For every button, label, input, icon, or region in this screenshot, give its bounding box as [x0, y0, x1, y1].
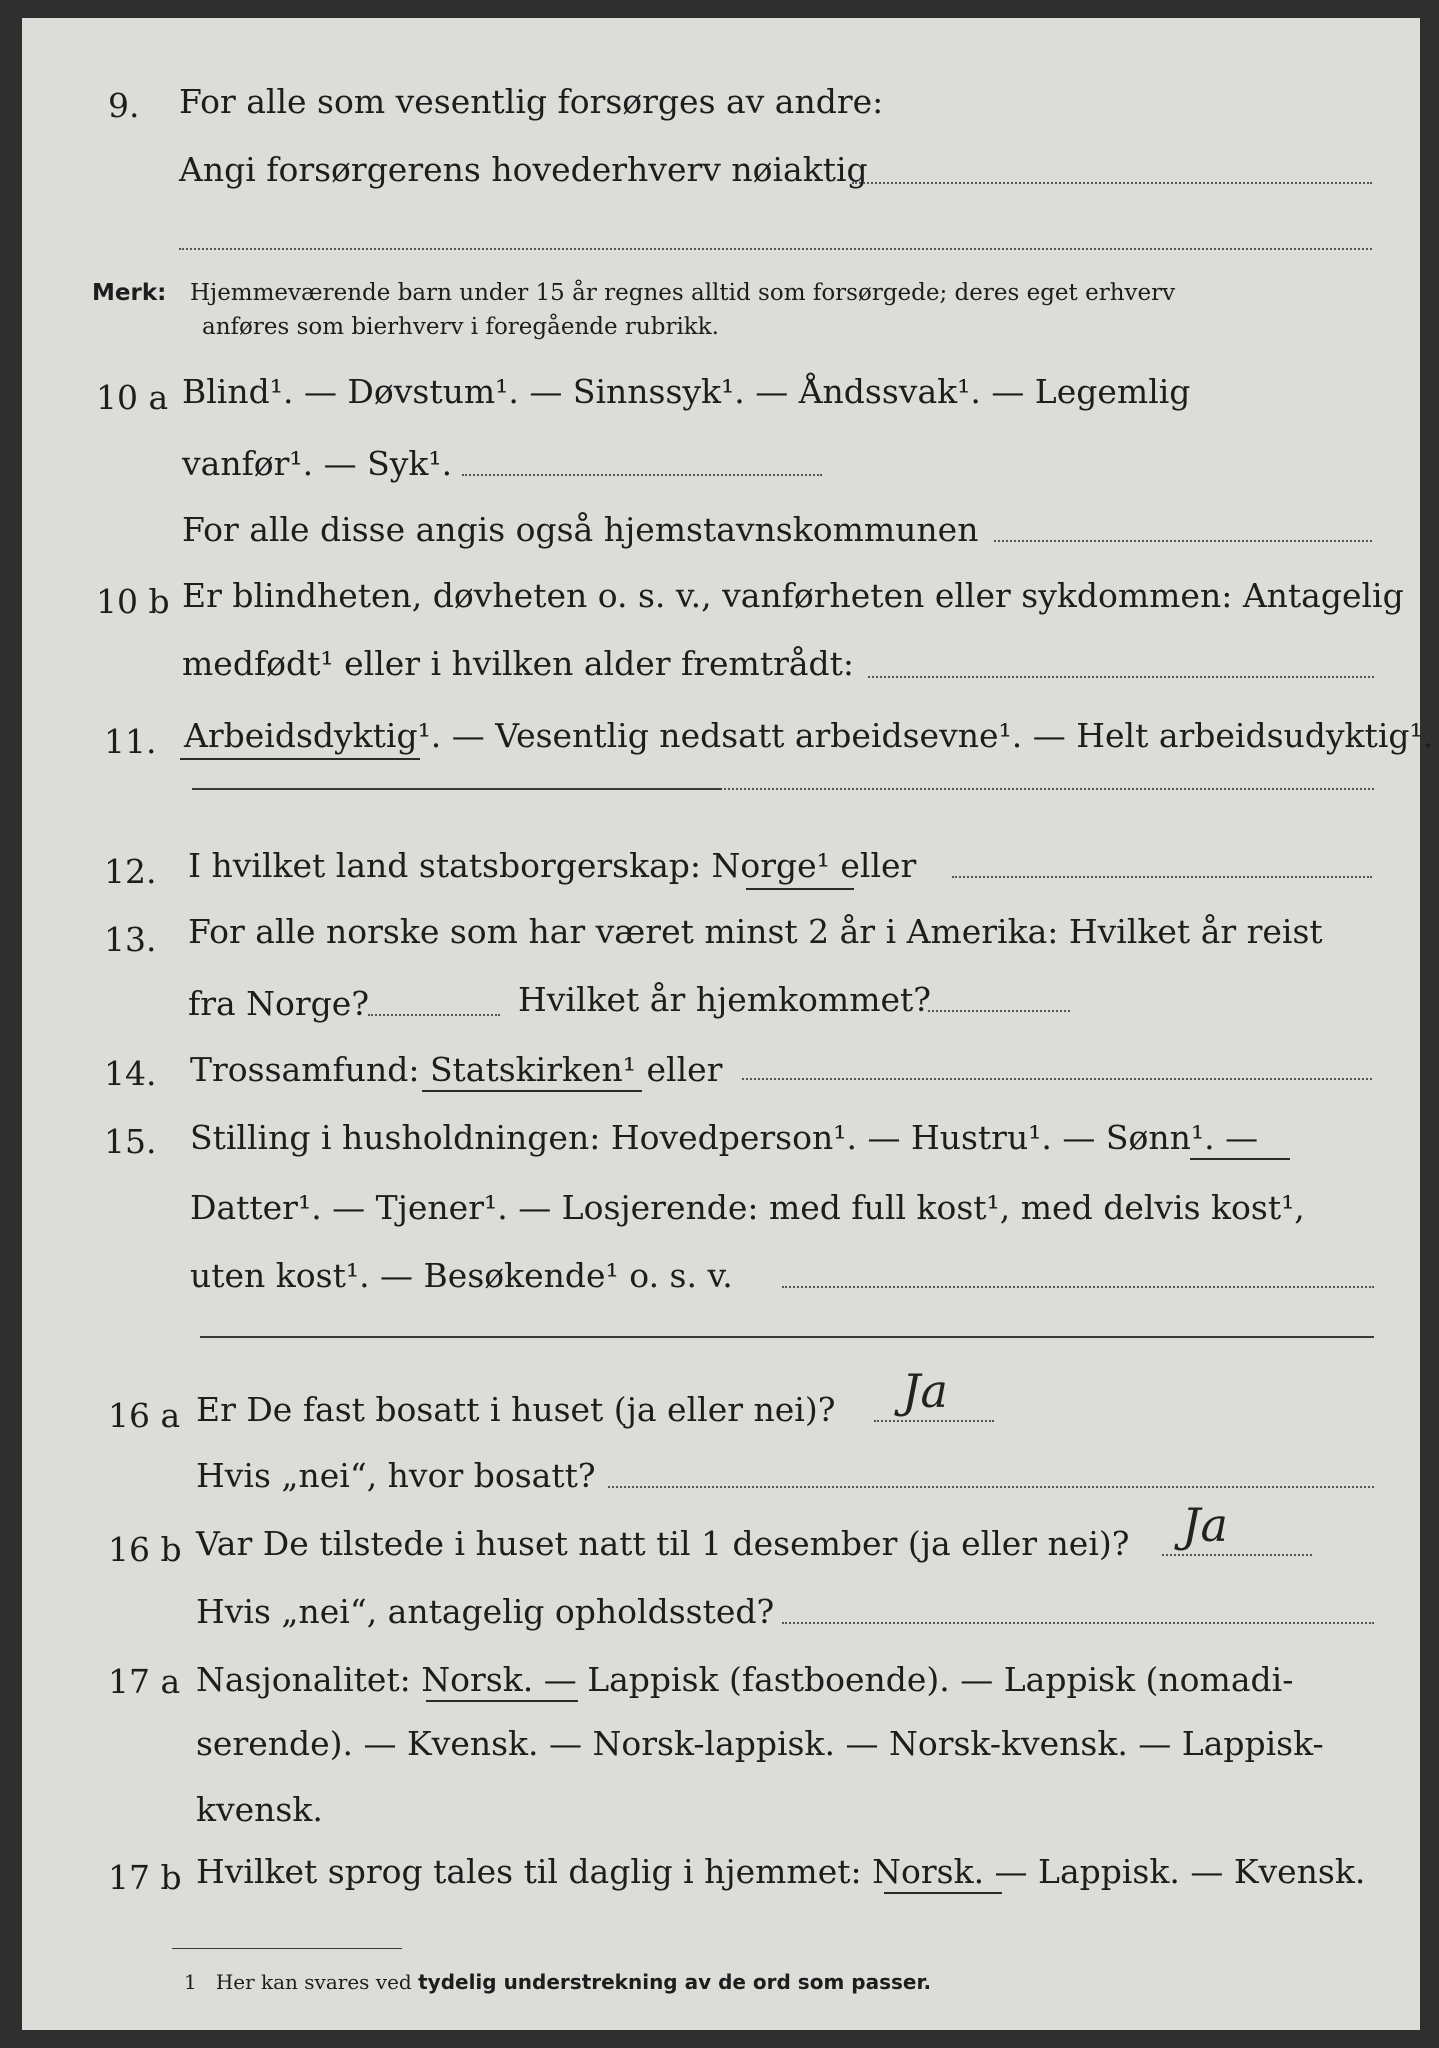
q14-line1: Trossamfund: Statskirken¹ eller — [190, 1050, 723, 1089]
merk-line1: Hjemmeværende barn under 15 år regnes alltid som forsørgede; deres eget erhverv — [190, 280, 1176, 306]
q13-number: 13. — [104, 920, 157, 959]
q15-number: 15. — [104, 1122, 157, 1161]
q10b-number: 10 b — [96, 582, 170, 621]
q14-underline-statskirken — [422, 1090, 642, 1092]
q11-number: 11. — [104, 722, 157, 761]
merk-line2: anføres som bierhverv i foregående rubrikk. — [202, 314, 719, 340]
q12-answer-line[interactable] — [952, 876, 1372, 878]
footnote-bold-text: tydelig understrekning av de ord som passer. — [418, 1970, 932, 1994]
q16a-bosatt-line[interactable] — [608, 1486, 1374, 1488]
q15-line2: Datter¹. — Tjener¹. — Losjerende: med full kost¹, med delvis kost¹, — [190, 1188, 1305, 1227]
q10a-line1: Blind¹. — Døvstum¹. — Sinnssyk¹. — Åndssvak¹. — Legemlig — [182, 372, 1191, 411]
q10a-answer-line[interactable] — [462, 474, 822, 476]
merk-note — [92, 276, 166, 310]
q10a-line2: vanfør¹. — Syk¹. — [182, 444, 453, 483]
q9-line1: For alle som vesentlig forsørges av andre: — [179, 82, 884, 121]
q15-answer-rule[interactable] — [200, 1336, 1374, 1338]
q17a-line3: kvensk. — [196, 1790, 323, 1829]
q17a-underline-norsk — [426, 1700, 578, 1702]
q10a-number: 10 a — [96, 378, 169, 417]
q9-answer-line-2[interactable] — [179, 248, 1372, 250]
q10b-line2: medfødt¹ eller i hvilken alder fremtrådt: — [182, 644, 855, 683]
footnote-separator — [172, 1948, 402, 1949]
q13-hjemkommet-line[interactable] — [928, 1010, 1070, 1012]
q16a-line2: Hvis „nei“, hvor bosatt? — [196, 1456, 596, 1495]
q16b-answer-line[interactable] — [1162, 1554, 1312, 1556]
q13-line1: For alle norske som har været minst 2 år i Amerika: Hvilket år reist — [188, 912, 1323, 951]
q13-line2b: Hvilket år hjemkommet? — [518, 980, 931, 1019]
q13-line2a: fra Norge? — [188, 984, 370, 1023]
q16a-number: 16 a — [108, 1396, 181, 1435]
q16b-number: 16 b — [108, 1530, 182, 1569]
q9-answer-line[interactable] — [852, 182, 1372, 184]
footnote — [184, 1968, 931, 1996]
q12-line1: I hvilket land statsborgerskap: Norge¹ eller — [188, 846, 917, 885]
q17b-number: 17 b — [108, 1858, 182, 1897]
q10a-line3: For alle disse angis også hjemstavnskommunen — [182, 510, 979, 549]
q17a-number: 17 a — [108, 1662, 181, 1701]
q16b-line2: Hvis „nei“, antagelig opholdssted? — [196, 1592, 775, 1631]
q10b-line1: Er blindheten, døvheten o. s. v., vanførheten eller sykdommen: Antagelig — [182, 576, 1404, 615]
q11-answer-line[interactable] — [724, 788, 1374, 790]
q17b-underline-norsk — [884, 1892, 1002, 1894]
q13-reist-line[interactable] — [368, 1014, 500, 1016]
q16a-answer-line[interactable] — [874, 1420, 994, 1422]
q15-line1: Stilling i husholdningen: Hovedperson¹. — Hustru¹. — Sønn¹. — — [190, 1118, 1259, 1157]
q17b-line1: Hvilket sprog tales til daglig i hjemmet: Norsk. — Lappisk. — Kvensk. — [196, 1852, 1366, 1891]
q15-underline-sonn — [1190, 1158, 1290, 1160]
q12-number: 12. — [104, 852, 157, 891]
q11-underline-arbeidsdyktig — [180, 758, 420, 760]
q12-underline-norge — [746, 888, 854, 890]
footnote-text: Her kan svares ved — [215, 1970, 412, 1994]
q14-number: 14. — [104, 1054, 157, 1093]
q14-answer-line[interactable] — [742, 1078, 1372, 1080]
q16b-handwritten-answer: Ja — [1182, 1498, 1228, 1552]
q9-number: 9. — [108, 86, 140, 125]
footnote-mark: 1 — [184, 1970, 197, 1994]
q16a-handwritten-answer: Ja — [902, 1364, 948, 1418]
q10b-answer-line[interactable] — [868, 676, 1374, 678]
q17a-line1: Nasjonalitet: Norsk. — Lappisk (fastboende). — Lappisk (nomadi- — [196, 1660, 1294, 1699]
q16a-line1: Er De fast bosatt i huset (ja eller nei)? — [196, 1390, 836, 1429]
q11-answer-rule[interactable] — [192, 788, 722, 790]
q10a-hjemstavn-line[interactable] — [994, 540, 1372, 542]
q16b-opholdssted-line[interactable] — [782, 1622, 1374, 1624]
q9-line2: Angi forsørgerens hovederhverv nøiaktig — [179, 150, 868, 189]
q11-line1: Arbeidsdyktig¹. — Vesentlig nedsatt arbeidsevne¹. — Helt arbeidsudyktig¹. — [184, 716, 1434, 755]
merk-label: Merk: — [92, 280, 167, 306]
q15-answer-line[interactable] — [782, 1286, 1374, 1288]
q16b-line1: Var De tilstede i huset natt til 1 desember (ja eller nei)? — [196, 1524, 1130, 1563]
census-form-page — [22, 18, 1434, 2030]
q15-line3: uten kost¹. — Besøkende¹ o. s. v. — [190, 1256, 733, 1295]
q17a-line2: serende). — Kvensk. — Norsk-lappisk. — Norsk-kvensk. — Lappisk- — [196, 1724, 1324, 1763]
